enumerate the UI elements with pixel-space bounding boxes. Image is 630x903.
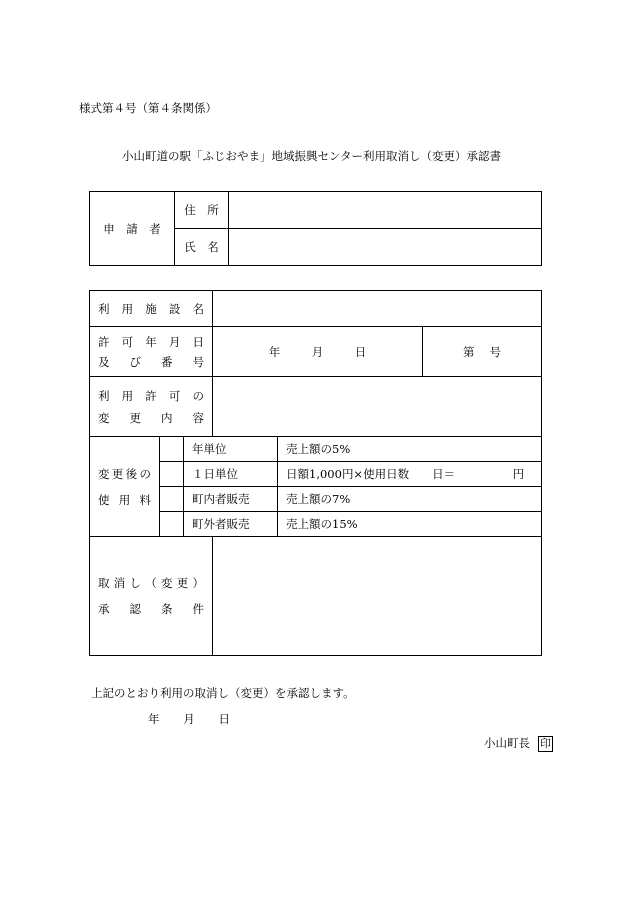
fee-detail: 売上額の7%: [278, 487, 542, 512]
label-char: 可: [121, 334, 134, 349]
permit-number-field[interactable]: [423, 327, 542, 377]
fee-label: [90, 437, 160, 537]
label-char: 料: [139, 492, 151, 507]
label-char: 号: [192, 354, 204, 369]
applicant-header: 申 請 者: [90, 192, 175, 266]
fee-detail: 売上額の5%: [278, 437, 542, 462]
facility-field[interactable]: [213, 291, 542, 327]
label-char: （: [145, 576, 157, 590]
change-label-line1: [90, 385, 212, 407]
label-char: 変: [98, 466, 110, 481]
fee-check[interactable]: [160, 487, 184, 512]
label-char: 内: [161, 410, 173, 425]
change-label-line2: [90, 407, 212, 429]
approval-date-month: 月: [183, 712, 195, 726]
label-char: 月: [168, 334, 181, 349]
label-char: 施: [145, 301, 157, 316]
name-label: 氏 名: [175, 229, 229, 266]
label-char: 更: [129, 410, 141, 425]
fee-label-line2: [90, 487, 159, 513]
permit-date-field[interactable]: [213, 327, 423, 377]
form-number: 様式第４号（第４条関係）: [79, 101, 217, 115]
document-title: 小山町道の駅「ふじおやま」地域振興センター利用取消し（変更）承認書: [122, 149, 502, 163]
label-char: 可: [168, 388, 181, 403]
label-char: 年: [145, 334, 157, 349]
fee-type: 町外者販売: [184, 512, 278, 537]
label-char: し: [129, 576, 141, 590]
signer-title: 小山町長: [484, 736, 530, 750]
fee-type: 町内者販売: [184, 487, 278, 512]
label-char: 許: [98, 334, 110, 349]
label-char: 設: [168, 301, 181, 316]
fee-check[interactable]: [160, 512, 184, 537]
change-field[interactable]: [213, 377, 542, 437]
permit-no-suffix: 号: [489, 344, 501, 359]
label-char: 用: [121, 301, 134, 316]
permit-label: [90, 327, 213, 377]
permit-date-year: 年: [268, 344, 281, 359]
fee-type: １日単位: [184, 462, 278, 487]
label-char: 変: [161, 576, 173, 590]
name-field[interactable]: [229, 229, 542, 266]
label-char: 利: [98, 301, 110, 316]
label-char: 取: [98, 576, 110, 590]
fee-check[interactable]: [160, 437, 184, 462]
label-char: 使: [98, 492, 110, 507]
label-char: 日: [192, 334, 204, 349]
conditions-label-line2: [90, 596, 212, 622]
label-char: 件: [192, 602, 204, 616]
label-char: 認: [129, 602, 141, 616]
applicant-table: [89, 191, 542, 266]
label-char: ）: [192, 576, 204, 590]
approval-date: [148, 711, 230, 727]
label-char: 許: [145, 388, 157, 403]
permit-no-prefix: 第: [463, 344, 475, 359]
permit-date-day: 日: [354, 344, 367, 359]
label-char: 変: [98, 410, 110, 425]
label-char: 名: [192, 301, 204, 316]
label-char: 条: [161, 602, 173, 616]
label-char: 利: [98, 388, 110, 403]
change-label: [90, 377, 213, 437]
fee-label-line1: [90, 461, 159, 487]
label-char: 用: [121, 388, 134, 403]
fee-check[interactable]: [160, 462, 184, 487]
fee-detail: 売上額の15%: [278, 512, 542, 537]
label-char: 容: [192, 410, 204, 425]
conditions-field[interactable]: [213, 537, 542, 656]
fee-type: 年単位: [184, 437, 278, 462]
label-char: 更: [111, 466, 124, 481]
label-char: 用: [118, 492, 131, 507]
facility-label-text: [90, 301, 212, 317]
approval-date-year: 年: [148, 712, 160, 726]
conditions-label: [90, 537, 213, 656]
label-char: の: [192, 388, 204, 403]
address-label: 住 所: [175, 192, 229, 229]
permit-date-month: 月: [311, 344, 324, 359]
label-char: 及: [98, 354, 110, 369]
facility-label: [90, 291, 213, 327]
details-table: [89, 290, 542, 656]
approval-date-day: 日: [218, 712, 230, 726]
seal-mark: 印: [540, 737, 551, 750]
label-char: 承: [98, 602, 110, 616]
fee-detail: 日額1,000円×使用日数 日＝ 円: [278, 462, 542, 487]
label-char: の: [139, 466, 151, 481]
label-char: 後: [125, 466, 138, 481]
signature-line: [484, 735, 553, 752]
label-char: 更: [176, 576, 189, 590]
address-field[interactable]: [229, 192, 542, 229]
label-char: び: [129, 354, 141, 369]
approval-statement: 上記のとおり利用の取消し（変更）を承認します。: [91, 686, 355, 700]
permit-label-line2: [90, 352, 212, 372]
conditions-label-line1: [90, 570, 212, 596]
label-char: 番: [161, 354, 173, 369]
label-char: 消: [113, 576, 126, 590]
permit-label-line1: [90, 332, 212, 352]
